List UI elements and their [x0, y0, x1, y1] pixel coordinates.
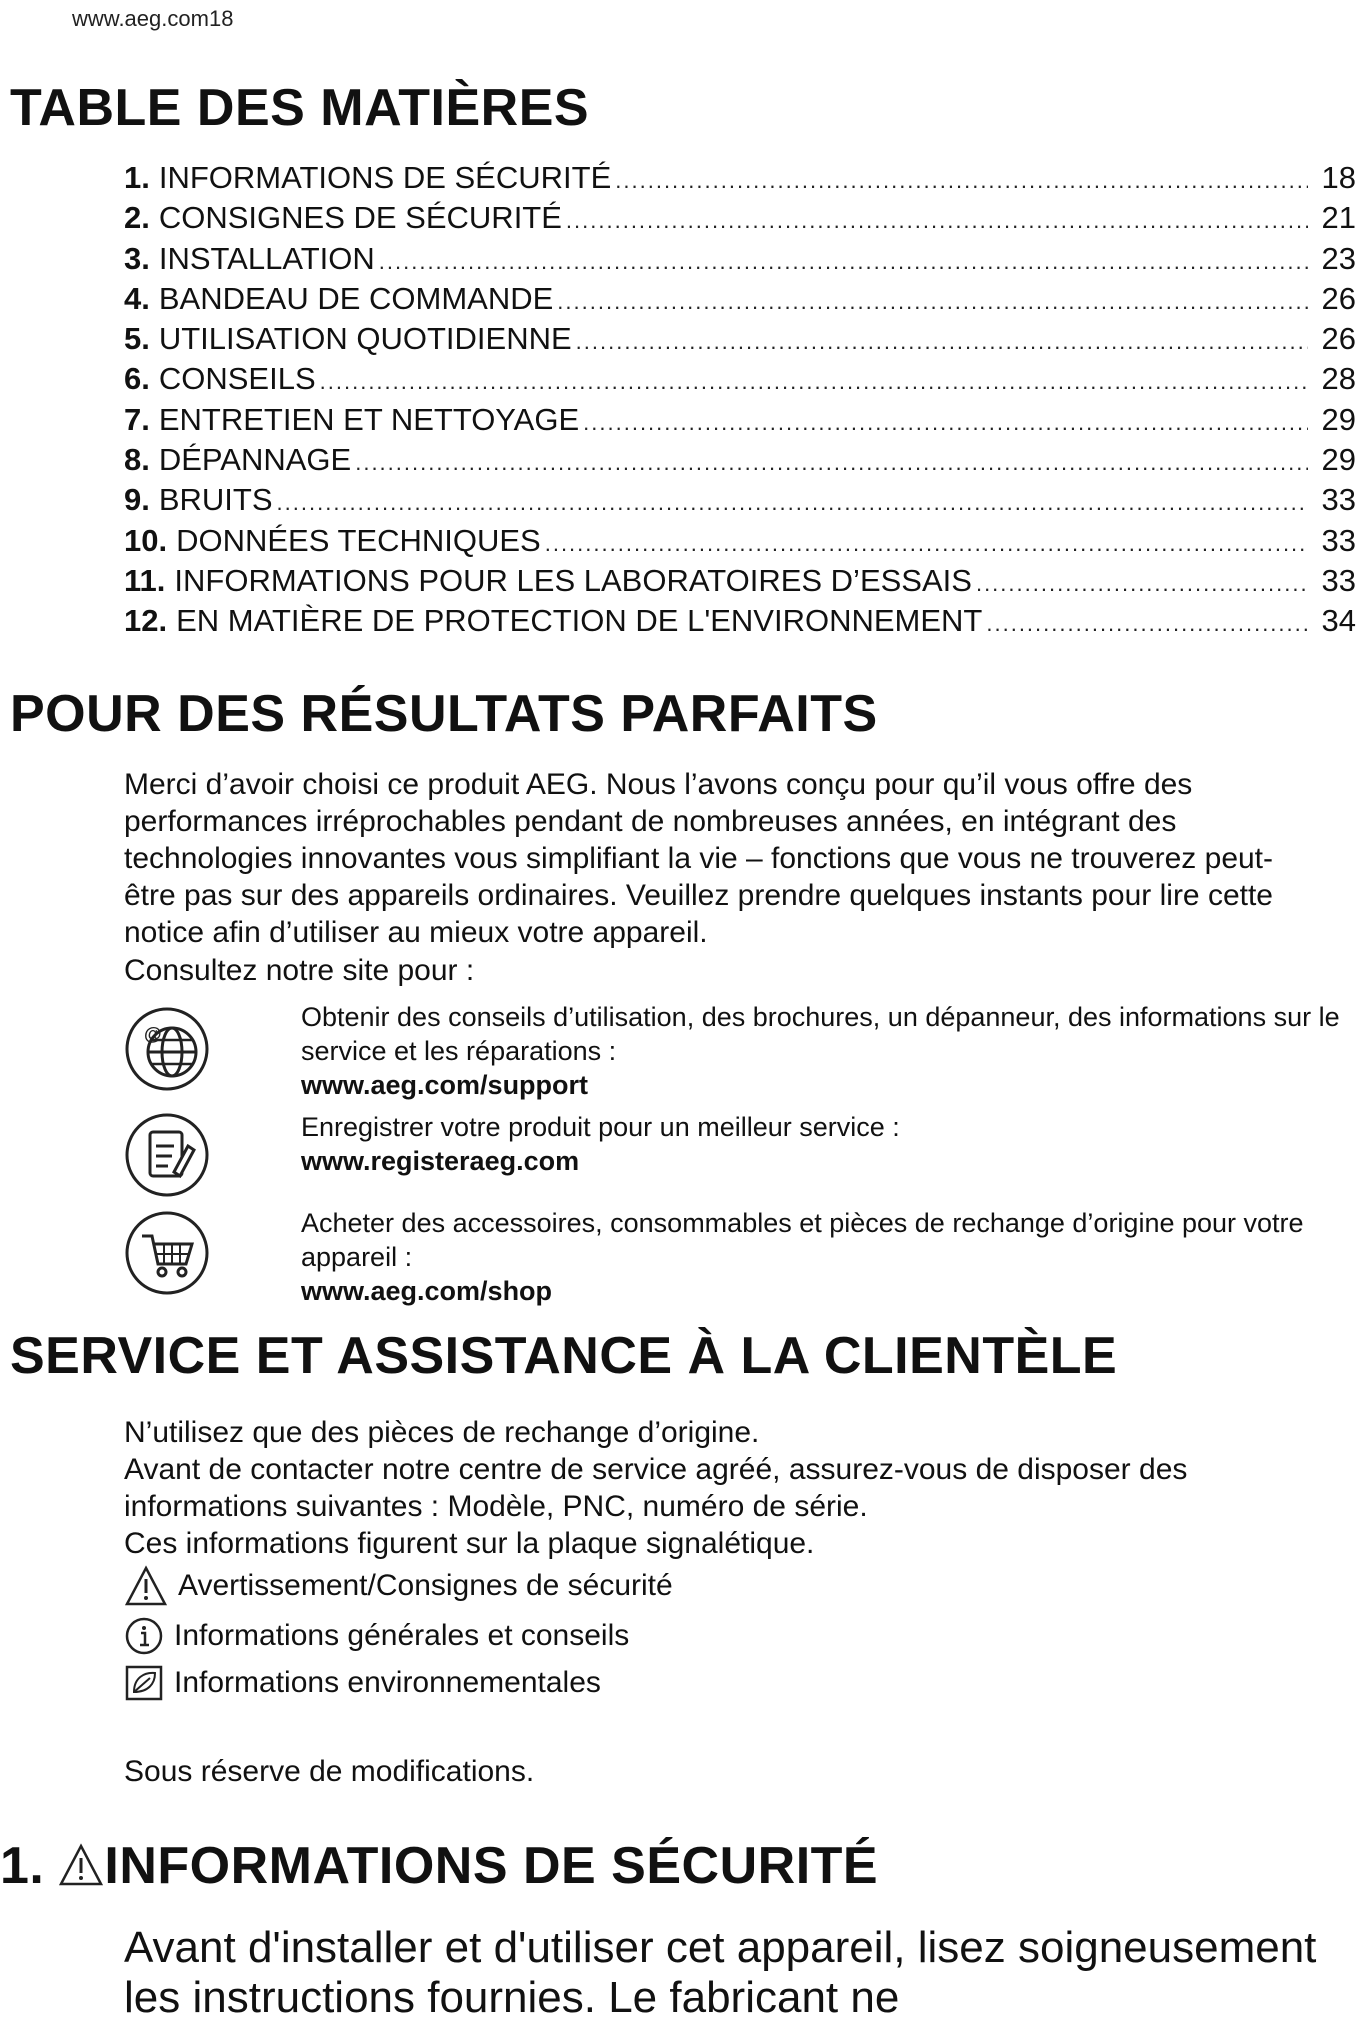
toc-item[interactable] [124, 361, 1356, 401]
register-icon [124, 1112, 210, 1198]
link-support [124, 1000, 1344, 1110]
toc-item-page: 33 [1321, 522, 1356, 558]
toc-leader-dots [277, 490, 1308, 516]
toc-leader-dots [566, 208, 1308, 234]
toc-item[interactable] [124, 563, 1356, 603]
toc-item-number: 7. [124, 401, 150, 437]
toc-item-page: 33 [1321, 482, 1356, 518]
page-number: 18 [208, 6, 234, 31]
service-title: SERVICE ET ASSISTANCE À LA CLIENTÈLE [10, 1327, 1118, 1385]
toc-title: TABLE DES MATIÈRES [10, 79, 590, 137]
toc-item-number: 5. [124, 321, 150, 357]
reserve-note: Sous réserve de modifications. [124, 1755, 535, 1788]
toc-item[interactable] [124, 160, 1356, 200]
toc-item-label: DONNÉES TECHNIQUES [176, 522, 541, 558]
toc-item-number: 6. [124, 361, 150, 397]
toc-item-label: DÉPANNAGE [158, 442, 352, 478]
warning-icon [58, 1843, 104, 1887]
toc-item-number: 1. [124, 160, 150, 195]
toc-item[interactable] [124, 523, 1356, 563]
results-title: POUR DES RÉSULTATS PARFAITS [10, 685, 878, 743]
toc-item-page: 33 [1321, 562, 1356, 598]
toc-item-number: 9. [124, 482, 150, 518]
toc-item-number: 4. [124, 280, 150, 316]
service-line-3: Ces informations figurent sur la plaque signalétique. [124, 1527, 815, 1560]
toc-item-number: 3. [124, 240, 150, 276]
toc-leader-dots [976, 571, 1308, 597]
toc-item-label: INFORMATIONS DE SÉCURITÉ [158, 160, 612, 195]
toc-item[interactable] [124, 200, 1356, 240]
info-icon [124, 1616, 164, 1656]
page-header [72, 6, 233, 32]
toc-item-page: 29 [1321, 442, 1356, 478]
toc-item[interactable] [124, 321, 1356, 361]
toc-item-label: EN MATIÈRE DE PROTECTION DE L'ENVIRONNEMENT [176, 603, 983, 639]
toc-item-number: 8. [124, 442, 150, 478]
toc-leader-dots [615, 168, 1308, 194]
toc-item-number: 12. [124, 603, 168, 639]
link-register [124, 1110, 1344, 1200]
toc-item-label: UTILISATION QUOTIDIENNE [158, 321, 572, 357]
safety-title: INFORMATIONS DE SÉCURITÉ [104, 1837, 879, 1895]
safety-title-row [0, 1836, 878, 1896]
toc-item-page: 23 [1321, 240, 1356, 276]
link-support-text: Obtenir des conseils d’utilisation, des brochures, un dépanneur, des informations sur le service et les réparations : www.aeg.com/support [301, 1000, 1351, 1102]
cart-icon [124, 1210, 210, 1296]
toc-leader-dots [986, 611, 1308, 637]
site-url: www.aeg.com [72, 6, 209, 31]
link-register-text: Enregistrer votre produit pour un meilleur service : www.registeraeg.com [301, 1110, 1351, 1178]
support-link[interactable]: www.aeg.com/support [301, 1070, 589, 1100]
toc-item-page: 26 [1321, 321, 1356, 357]
toc-leader-dots [545, 531, 1308, 557]
toc-leader-dots [576, 329, 1308, 355]
toc-item-page: 29 [1321, 401, 1356, 437]
toc-item-label: BANDEAU DE COMMANDE [158, 280, 554, 316]
toc-item-number: 2. [124, 200, 150, 236]
leaf-icon [124, 1664, 164, 1702]
intro-paragraph: Merci d’avoir choisi ce produit AEG. Nous l’avons conçu pour qu’il vous offre des performances irréprochables pendant de nombreuses années, en intégrant des technologies innovantes vous simplifiant la vie – fonctions que vous ne trouverez peut-être pas sur des appareils ordinaires. Veuillez prendre quelques instants pour lire cette notice afin d’utiliser au mieux votre appareil. [124, 768, 1274, 949]
toc-item-label: CONSEILS [158, 361, 316, 397]
link-shop-text: Acheter des accessoires, consommables et pièces de rechange d’origine pour votre appareil : www.aeg.com/shop [301, 1206, 1351, 1308]
toc-item-label: ENTRETIEN ET NETTOYAGE [158, 401, 580, 437]
link-shop [124, 1206, 1344, 1316]
legend-info: Informations générales et conseils [124, 1616, 629, 1656]
toc-leader-dots [583, 410, 1308, 436]
toc-item-page: 34 [1321, 603, 1356, 639]
toc-item[interactable] [124, 442, 1356, 482]
toc-item-label: CONSIGNES DE SÉCURITÉ [158, 200, 562, 236]
table-of-contents [124, 160, 1356, 644]
svg-text:@: @ [144, 1024, 162, 1044]
toc-item-number: 10. [124, 522, 168, 558]
toc-item[interactable] [124, 281, 1356, 321]
toc-item[interactable] [124, 603, 1356, 643]
consult-line: Consultez notre site pour : [124, 954, 475, 987]
toc-item-label: INSTALLATION [158, 240, 375, 276]
toc-leader-dots [320, 369, 1308, 395]
service-line-1: N’utilisez que des pièces de rechange d’origine. [124, 1416, 760, 1449]
toc-item[interactable] [124, 482, 1356, 522]
toc-item-page: 18 [1321, 160, 1356, 195]
register-link[interactable]: www.registeraeg.com [301, 1146, 580, 1176]
toc-item-label: INFORMATIONS POUR LES LABORATOIRES D’ESSAIS [174, 562, 972, 598]
legend-environment: Informations environnementales [124, 1664, 601, 1702]
toc-item-page: 21 [1321, 200, 1356, 236]
toc-item-number: 11. [124, 562, 166, 598]
toc-leader-dots [557, 289, 1308, 315]
toc-item-page: 28 [1321, 361, 1356, 397]
legend-warning: Avertissement/Consignes de sécurité [124, 1565, 673, 1607]
toc-item-label: BRUITS [158, 482, 273, 518]
shop-link[interactable]: www.aeg.com/shop [301, 1276, 553, 1306]
toc-item[interactable] [124, 241, 1356, 281]
service-line-2: Avant de contacter notre centre de service agréé, assurez-vous de disposer des informations suivantes : Modèle, PNC, numéro de série. [124, 1453, 1188, 1523]
toc-leader-dots [379, 249, 1308, 275]
safety-number: 1. [0, 1837, 45, 1895]
globe-icon [124, 1006, 210, 1092]
toc-item-page: 26 [1321, 280, 1356, 316]
warning-icon [124, 1565, 168, 1607]
safety-intro: Avant d'installer et d'utiliser cet appareil, lisez soigneusement les instructions fournies. Le fabricant ne [124, 1923, 1317, 2022]
toc-item[interactable] [124, 402, 1356, 442]
toc-leader-dots [355, 450, 1308, 476]
